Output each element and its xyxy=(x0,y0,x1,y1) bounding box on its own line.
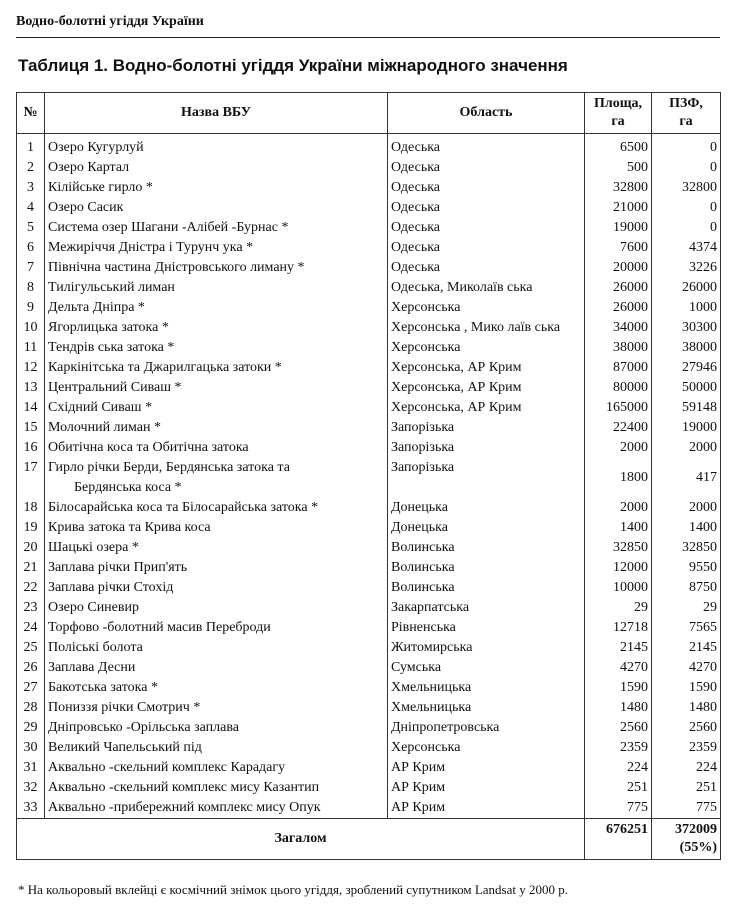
row-region: Одеська xyxy=(388,134,585,159)
row-area: 1800 xyxy=(585,458,652,498)
row-name: Шацькі озера * xyxy=(45,538,388,558)
row-pzf: 2000 xyxy=(652,438,721,458)
col-header-area xyxy=(585,93,652,134)
row-region: Хмельницька xyxy=(388,698,585,718)
table-row xyxy=(17,134,721,159)
row-number: 28 xyxy=(17,698,45,718)
total-pzf-value: 372009 xyxy=(675,822,717,837)
total-pzf-percent: (55%) xyxy=(679,840,717,855)
table-row xyxy=(17,318,721,338)
col-header-num: № xyxy=(17,93,45,134)
table-row xyxy=(17,538,721,558)
row-region: Одеська xyxy=(388,238,585,258)
row-area: 1480 xyxy=(585,698,652,718)
table-row xyxy=(17,438,721,458)
total-area: 676251 xyxy=(585,819,652,860)
row-name: Каркінітська та Джарилгацька затоки * xyxy=(45,358,388,378)
row-pzf: 32800 xyxy=(652,178,721,198)
row-area: 10000 xyxy=(585,578,652,598)
col-header-pzf-line2: га xyxy=(679,114,693,129)
row-pzf: 9550 xyxy=(652,558,721,578)
row-region: АР Крим xyxy=(388,758,585,778)
table-row xyxy=(17,278,721,298)
row-pzf: 4270 xyxy=(652,658,721,678)
row-name: Торфово -болотний масив Переброди xyxy=(45,618,388,638)
header-rule xyxy=(16,37,720,38)
table-row xyxy=(17,738,721,758)
table-row xyxy=(17,178,721,198)
row-region: АР Крим xyxy=(388,798,585,819)
row-region: Одеська xyxy=(388,218,585,238)
row-area: 251 xyxy=(585,778,652,798)
row-number: 15 xyxy=(17,418,45,438)
row-number: 32 xyxy=(17,778,45,798)
table-row xyxy=(17,158,721,178)
row-number: 2 xyxy=(17,158,45,178)
row-number: 7 xyxy=(17,258,45,278)
row-name: Озеро Синевир xyxy=(45,598,388,618)
row-region: Одеська, Миколаїв ська xyxy=(388,278,585,298)
row-number: 5 xyxy=(17,218,45,238)
total-row xyxy=(17,819,721,860)
row-area: 1590 xyxy=(585,678,652,698)
row-number: 20 xyxy=(17,538,45,558)
row-area: 2000 xyxy=(585,498,652,518)
row-region: Донецька xyxy=(388,498,585,518)
row-pzf: 1400 xyxy=(652,518,721,538)
row-area: 22400 xyxy=(585,418,652,438)
row-area: 224 xyxy=(585,758,652,778)
row-number: 33 xyxy=(17,798,45,819)
row-name: Заплава Десни xyxy=(45,658,388,678)
table-row xyxy=(17,678,721,698)
row-region: Запорізька xyxy=(388,438,585,458)
row-name: Аквально -прибережний комплекс мису Опук xyxy=(45,798,388,819)
row-number: 23 xyxy=(17,598,45,618)
row-name: Тендрів ська затока * xyxy=(45,338,388,358)
row-pzf: 0 xyxy=(652,198,721,218)
row-area: 87000 xyxy=(585,358,652,378)
table-row xyxy=(17,498,721,518)
col-header-name: Назва ВБУ xyxy=(45,93,388,134)
row-region: Сумська xyxy=(388,658,585,678)
row-number: 24 xyxy=(17,618,45,638)
table-row xyxy=(17,258,721,278)
row-number: 29 xyxy=(17,718,45,738)
row-pzf: 50000 xyxy=(652,378,721,398)
table-row xyxy=(17,358,721,378)
row-region: Херсонська, АР Крим xyxy=(388,358,585,378)
row-name: Аквально -скельний комплекс мису Казантип xyxy=(45,778,388,798)
row-area: 1400 xyxy=(585,518,652,538)
footnote: * На кольоровый вклейці є космічний знімок цього угіддя, зроблений супутником Landsat у 2000 р. xyxy=(18,882,568,897)
row-name: Озеро Кугурлуй xyxy=(45,134,388,159)
table-row xyxy=(17,298,721,318)
row-name-line2: Бердянська коса * xyxy=(74,480,182,495)
row-name: Озеро Сасик xyxy=(45,198,388,218)
row-pzf: 3226 xyxy=(652,258,721,278)
row-number: 4 xyxy=(17,198,45,218)
row-number: 18 xyxy=(17,498,45,518)
row-name: Великий Чапельський під xyxy=(45,738,388,758)
row-pzf: 224 xyxy=(652,758,721,778)
row-region: Херсонська xyxy=(388,298,585,318)
table-row xyxy=(17,558,721,578)
row-number: 30 xyxy=(17,738,45,758)
row-name: Кілійське гирло * xyxy=(45,178,388,198)
row-region: АР Крим xyxy=(388,778,585,798)
row-region: Житомирська xyxy=(388,638,585,658)
row-name: Дельта Дніпра * xyxy=(45,298,388,318)
row-name: Озеро Картал xyxy=(45,158,388,178)
row-pzf: 0 xyxy=(652,134,721,159)
row-number: 16 xyxy=(17,438,45,458)
row-area: 12718 xyxy=(585,618,652,638)
row-region: Херсонська xyxy=(388,338,585,358)
row-number: 27 xyxy=(17,678,45,698)
row-name: Система озер Шагани -Алібей -Бурнас * xyxy=(45,218,388,238)
row-pzf: 0 xyxy=(652,218,721,238)
table-row xyxy=(17,338,721,358)
row-pzf: 7565 xyxy=(652,618,721,638)
row-region: Одеська xyxy=(388,258,585,278)
table-row xyxy=(17,238,721,258)
row-pzf: 32850 xyxy=(652,538,721,558)
row-region: Волинська xyxy=(388,558,585,578)
row-region: Херсонська , Мико лаїв ська xyxy=(388,318,585,338)
row-area: 2000 xyxy=(585,438,652,458)
row-region: Запорізька xyxy=(388,418,585,438)
row-region: Волинська xyxy=(388,538,585,558)
row-area: 34000 xyxy=(585,318,652,338)
col-header-pzf-line1: ПЗФ, xyxy=(669,96,703,111)
row-region: Херсонська, АР Крим xyxy=(388,398,585,418)
table-row xyxy=(17,218,721,238)
table-row xyxy=(17,698,721,718)
row-region: Закарпатська xyxy=(388,598,585,618)
row-area: 775 xyxy=(585,798,652,819)
row-region: Рівненська xyxy=(388,618,585,638)
table-row xyxy=(17,378,721,398)
row-region: Одеська xyxy=(388,178,585,198)
row-pzf: 27946 xyxy=(652,358,721,378)
row-number: 26 xyxy=(17,658,45,678)
table-row xyxy=(17,758,721,778)
table-row xyxy=(17,398,721,418)
row-area: 7600 xyxy=(585,238,652,258)
row-region: Одеська xyxy=(388,198,585,218)
table-row xyxy=(17,518,721,538)
row-pzf: 30300 xyxy=(652,318,721,338)
row-pzf: 775 xyxy=(652,798,721,819)
row-area: 20000 xyxy=(585,258,652,278)
row-pzf: 38000 xyxy=(652,338,721,358)
table-row xyxy=(17,718,721,738)
row-area: 12000 xyxy=(585,558,652,578)
row-number: 11 xyxy=(17,338,45,358)
row-area: 80000 xyxy=(585,378,652,398)
row-name: Заплава річки Стохід xyxy=(45,578,388,598)
table-row xyxy=(17,658,721,678)
wetlands-table xyxy=(16,92,721,860)
row-pzf: 2560 xyxy=(652,718,721,738)
row-area: 19000 xyxy=(585,218,652,238)
total-pzf xyxy=(652,819,721,860)
row-number: 17 xyxy=(17,458,45,498)
row-pzf: 251 xyxy=(652,778,721,798)
row-region: Донецька xyxy=(388,518,585,538)
row-pzf: 1590 xyxy=(652,678,721,698)
row-number: 10 xyxy=(17,318,45,338)
row-number: 9 xyxy=(17,298,45,318)
row-area: 26000 xyxy=(585,298,652,318)
row-area: 26000 xyxy=(585,278,652,298)
table-row xyxy=(17,778,721,798)
row-pzf: 29 xyxy=(652,598,721,618)
row-area: 2560 xyxy=(585,718,652,738)
row-area: 165000 xyxy=(585,398,652,418)
running-title: Водно-болотні угіддя України xyxy=(16,14,204,29)
row-name: Аквально -скельний комплекс Карадагу xyxy=(45,758,388,778)
row-area: 2359 xyxy=(585,738,652,758)
row-number: 13 xyxy=(17,378,45,398)
col-header-area-line2: га xyxy=(611,114,625,129)
row-number: 14 xyxy=(17,398,45,418)
table-row xyxy=(17,798,721,819)
row-number: 12 xyxy=(17,358,45,378)
row-pzf: 4374 xyxy=(652,238,721,258)
row-area: 500 xyxy=(585,158,652,178)
row-name: Східний Сиваш * xyxy=(45,398,388,418)
row-region: Одеська xyxy=(388,158,585,178)
col-header-pzf xyxy=(652,93,721,134)
row-pzf: 1000 xyxy=(652,298,721,318)
row-area: 4270 xyxy=(585,658,652,678)
table-row xyxy=(17,198,721,218)
row-name: Тилігульський лиман xyxy=(45,278,388,298)
row-pzf: 417 xyxy=(652,458,721,498)
row-name-line1: Гирло річки Берди, Бердянська затока та xyxy=(48,460,290,475)
row-name: Центральний Сиваш * xyxy=(45,378,388,398)
row-number: 31 xyxy=(17,758,45,778)
row-name: Дніпровсько -Орільська заплава xyxy=(45,718,388,738)
row-number: 1 xyxy=(17,134,45,159)
row-area: 32800 xyxy=(585,178,652,198)
table-row xyxy=(17,598,721,618)
row-region: Волинська xyxy=(388,578,585,598)
row-pzf: 2000 xyxy=(652,498,721,518)
table-header-row xyxy=(17,93,721,134)
table-row xyxy=(17,618,721,638)
total-label: Загалом xyxy=(17,819,585,860)
row-area: 6500 xyxy=(585,134,652,159)
row-area: 32850 xyxy=(585,538,652,558)
row-area: 38000 xyxy=(585,338,652,358)
row-pzf: 26000 xyxy=(652,278,721,298)
table-row xyxy=(17,638,721,658)
row-name: Білосарайська коса та Білосарайська затока * xyxy=(45,498,388,518)
row-area: 2145 xyxy=(585,638,652,658)
row-region: Запорізька xyxy=(388,458,585,498)
row-area: 29 xyxy=(585,598,652,618)
row-name: Крива затока та Крива коса xyxy=(45,518,388,538)
table-title: Таблиця 1. Водно-болотні угіддя України міжнародного значення xyxy=(18,56,568,75)
row-region: Херсонська xyxy=(388,738,585,758)
table-row xyxy=(17,578,721,598)
col-header-region: Область xyxy=(388,93,585,134)
row-name: Поліські болота xyxy=(45,638,388,658)
row-number: 19 xyxy=(17,518,45,538)
row-region: Хмельницька xyxy=(388,678,585,698)
row-name: Північна частина Дністровського лиману * xyxy=(45,258,388,278)
row-name: Ягорлицька затока * xyxy=(45,318,388,338)
row-pzf: 8750 xyxy=(652,578,721,598)
col-header-area-line1: Площа, xyxy=(593,96,643,111)
row-name: Заплава річки Прип'ять xyxy=(45,558,388,578)
row-number: 8 xyxy=(17,278,45,298)
row-pzf: 19000 xyxy=(652,418,721,438)
table-row xyxy=(17,458,721,498)
row-pzf: 1480 xyxy=(652,698,721,718)
row-region: Дніпропетровська xyxy=(388,718,585,738)
row-number: 3 xyxy=(17,178,45,198)
table-row xyxy=(17,418,721,438)
row-name: Межиріччя Дністра і Турунч ука * xyxy=(45,238,388,258)
row-pzf: 59148 xyxy=(652,398,721,418)
row-area: 21000 xyxy=(585,198,652,218)
row-pzf: 2145 xyxy=(652,638,721,658)
row-number: 25 xyxy=(17,638,45,658)
row-number: 22 xyxy=(17,578,45,598)
row-pzf: 2359 xyxy=(652,738,721,758)
row-number: 21 xyxy=(17,558,45,578)
row-name: Молочний лиман * xyxy=(45,418,388,438)
row-number: 6 xyxy=(17,238,45,258)
row-name: Пониззя річки Смотрич * xyxy=(45,698,388,718)
row-name xyxy=(45,458,388,498)
row-name: Обитічна коса та Обитічна затока xyxy=(45,438,388,458)
row-region: Херсонська, АР Крим xyxy=(388,378,585,398)
row-pzf: 0 xyxy=(652,158,721,178)
row-name: Бакотська затока * xyxy=(45,678,388,698)
